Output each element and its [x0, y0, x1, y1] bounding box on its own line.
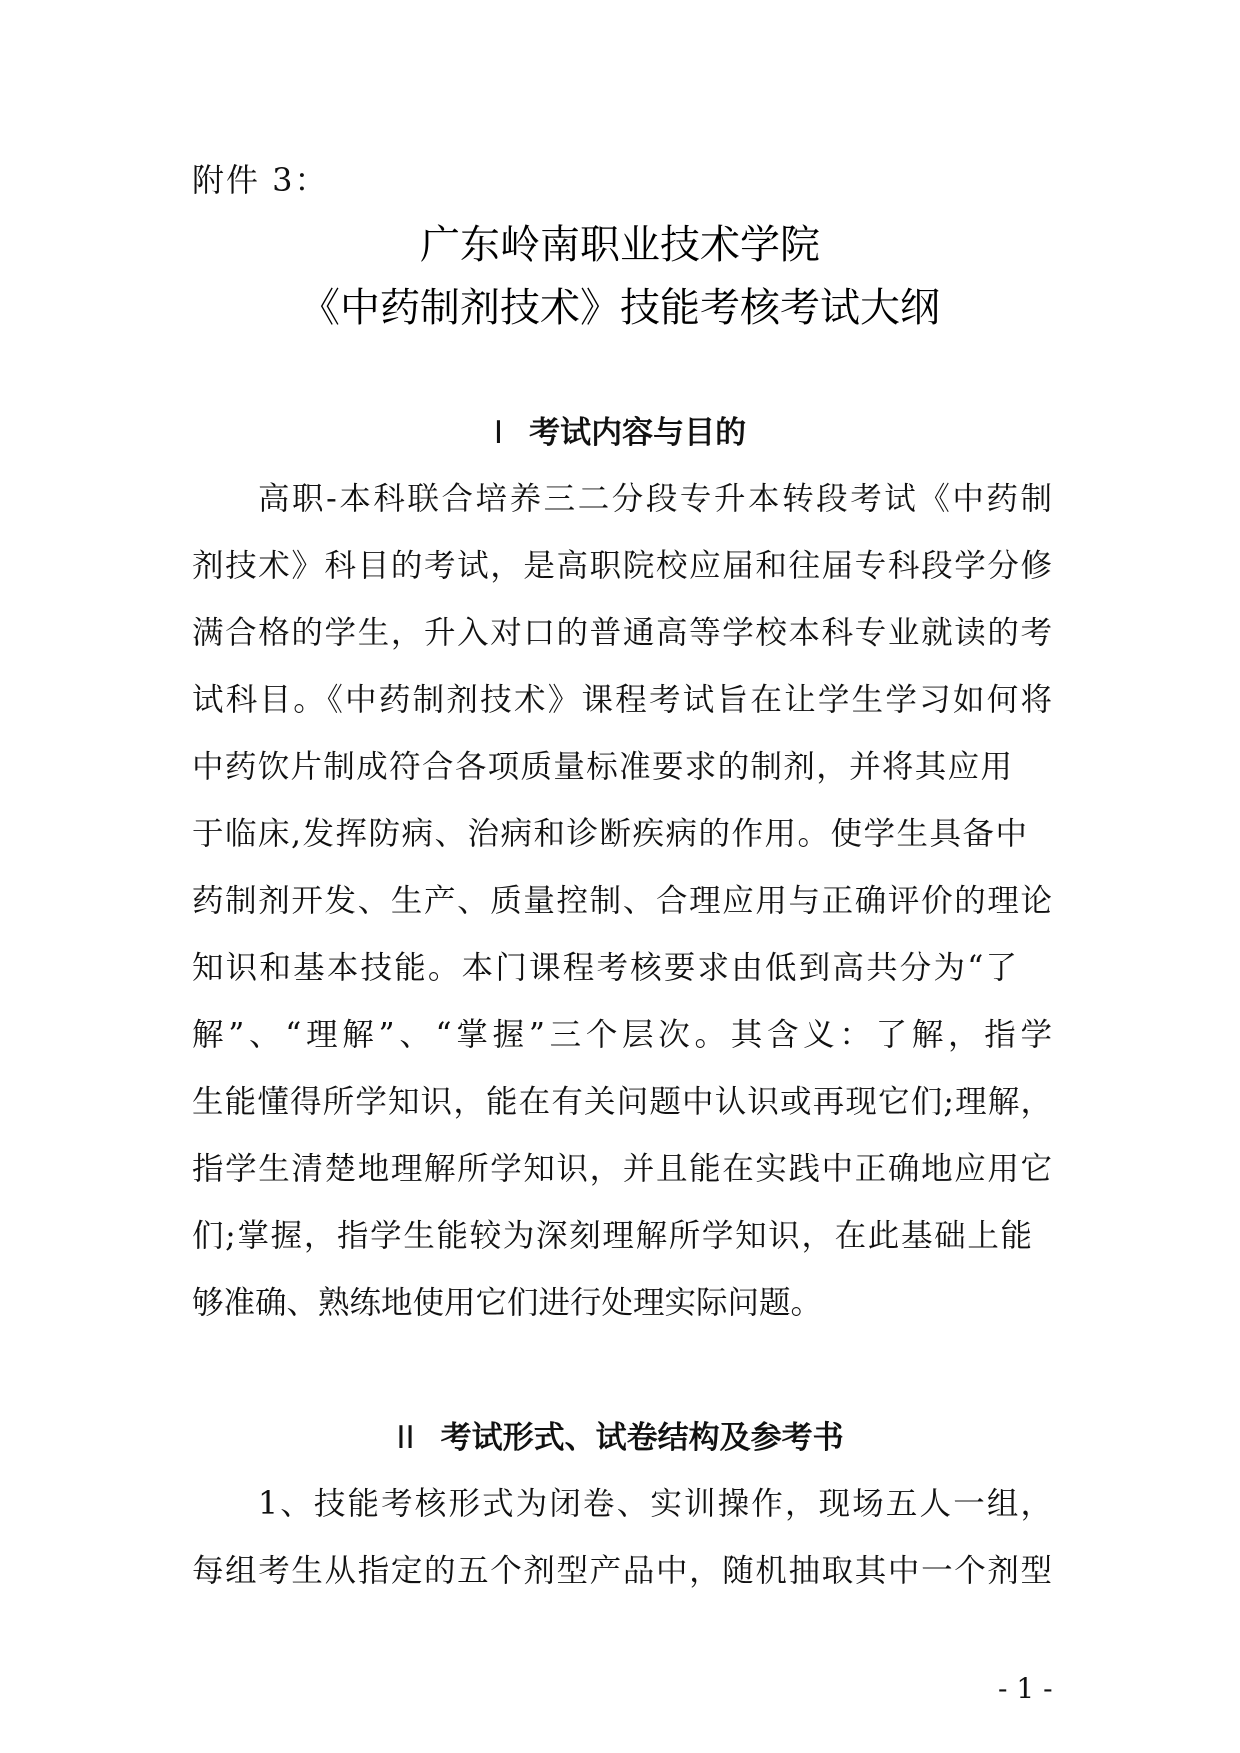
section-number: II — [396, 1420, 415, 1456]
section-heading-1 — [0, 413, 1240, 453]
paragraph-line: 们;掌握，指学生能较为深刻理解所学知识，在此基础上能 — [192, 1218, 1032, 1254]
paragraph-line: 满合格的学生，升入对口的普通高等学校本科专业就读的考 — [192, 615, 1052, 651]
paragraph-line: 知识和基本技能。本门课程考核要求由低到高共分为“了 — [192, 950, 1017, 986]
paragraph-line: 解”、“理解”、“掌握”三个层次。其含义：了解，指学 — [192, 1017, 1052, 1053]
section-heading-2 — [0, 1418, 1240, 1458]
section-number: I — [493, 415, 504, 451]
paragraph-line: 药制剂开发、生产、质量控制、合理应用与正确评价的理论 — [192, 883, 1052, 919]
paragraph-line: 够准确、熟练地使用它们进行处理实际问题。 — [192, 1285, 823, 1321]
paragraph-line: 每组考生从指定的五个剂型产品中，随机抽取其中一个剂型 — [192, 1553, 1052, 1589]
paragraph-line: 高职-本科联合培养三二分段专升本转段考试《中药制 — [258, 481, 1052, 517]
paragraph-line: 于临床,发挥防病、治病和诊断疾病的作用。使学生具备中 — [192, 816, 1027, 852]
document-title-line-1: 广东岭南职业技术学院 — [420, 222, 820, 268]
paragraph-line: 剂技术》科目的考试，是高职院校应届和往届专科段学分修 — [192, 548, 1052, 584]
attachment-label: 附件 3： — [192, 161, 329, 199]
paragraph-line: 1、技能考核形式为闭卷、实训操作，现场五人一组， — [258, 1486, 1052, 1522]
document-title-line-2: 《中药制剂技术》技能考核考试大纲 — [300, 285, 940, 331]
section-title: 考试形式、试卷结构及参考书 — [440, 1420, 844, 1456]
page-number: - 1 - — [998, 1672, 1053, 1705]
paragraph-line: 生能懂得所学知识，能在有关问题中认识或再现它们;理解， — [192, 1084, 1052, 1120]
section-title: 考试内容与目的 — [529, 415, 747, 451]
paragraph-line: 指学生清楚地理解所学知识，并且能在实践中正确地应用它 — [192, 1151, 1052, 1187]
paragraph-line: 试科目。《中药制剂技术》课程考试旨在让学生学习如何将 — [192, 682, 1052, 718]
paragraph-line: 中药饮片制成符合各项质量标准要求的制剂，并将其应用 — [192, 749, 1012, 785]
